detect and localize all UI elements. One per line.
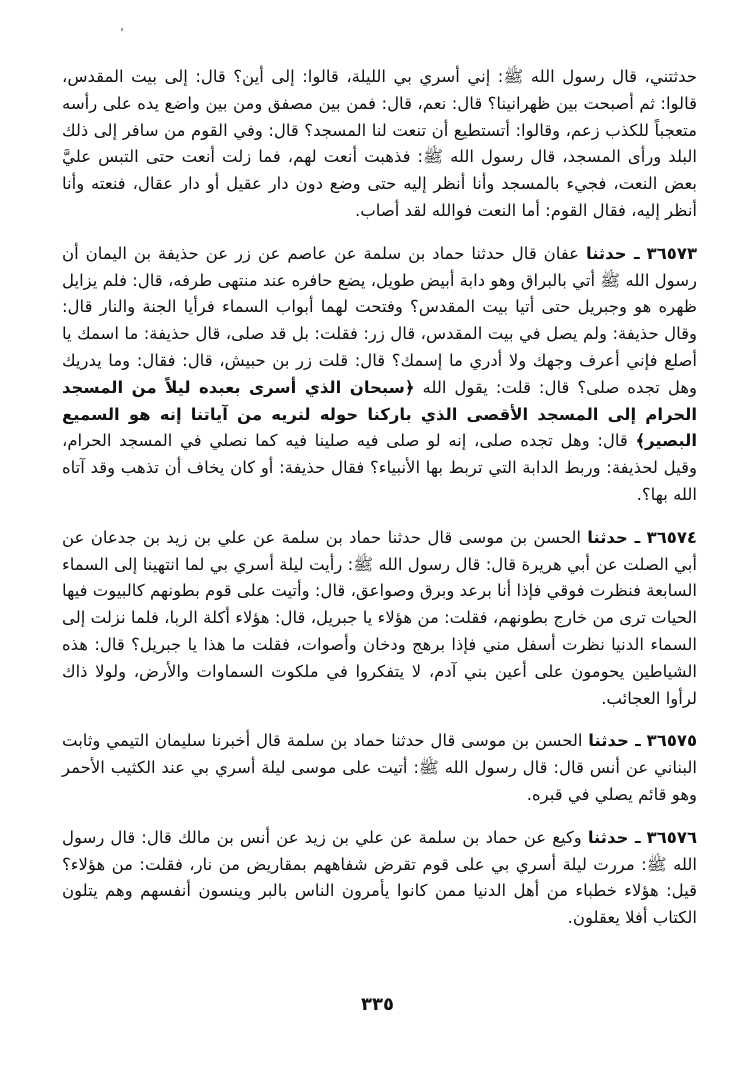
paragraph-text: حدثتني، قال رسول الله ﷺ: إني أسري بي الليلة، قالوا: إلى أين؟ قال: إلى بيت المقدس، قالوا: ثم أصبحت بين ظهرانينا؟ قال: نعم، قال: فمن بين مصفق ومن بين واضع يده على رأسه متعجباً للكذب زعم، وقالوا: أتستطيع أن تنعت لنا المسجد؟ قال: وفي القوم من سافر إلى ذلك البلد ورأى المسجد، قال رسول الله ﷺ: فذهبت أنعت لهم، فما زلت أنعت حتى التبس عليَّ بعض النعت، فجيء بالمسجد وأنا أنظر إليه حتى وضع دون دار عقيل أو دار عقال، فنعته وأنا أنظر إليه، فقال القوم: أما النعت فوالله لقد أصاب. <box>62 67 697 220</box>
hadith-text: عفان قال حدثنا حماد بن سلمة عن عاصم عن زر عن حذيفة بن اليمان أن رسول الله ﷺ أتي بالبراق وهو دابة أبيض طويل، يضع حافره عند منتهى طرفه، قال: فلم يزايل ظهره هو وجبريل حتى أتيا بيت المقدس؟ وفتحت لهما أبواب السماء فرأيا الجنة والنار قال: وقال حذيفة: ولم يصل في بيت المقدس، قال زر: فقلت: بل قد صلى، قال حذيفة: ما اسمك يا أصلع فإني أعرف وجهك ولا أدري ما إسمك؟ قال: قلت زر بن حبيش، قال: فقال: وما يدريك وهل تجده صلى؟ قال: قلت: يقول الله <box>62 243 697 397</box>
hadith-text: وكيع عن حماد بن سلمة عن علي بن زيد عن أنس بن مالك قال: قال رسول الله ﷺ: مررت ليلة أسري بي على قوم تقرض شفاههم بمقاريض من نار، فقلت: من هؤلاء؟ قيل: هؤلاء خطباء من أهل الدنيا ممن كانوا يأمرون الناس بالبر وينسون أنفسهم وهم يتلون الكتاب أفلا يعقلون. <box>62 827 697 928</box>
hadith-number: ٣٦٥٧٤ <box>646 527 697 547</box>
page-body <box>62 64 697 932</box>
hadith-text: الحسن بن موسى قال حدثنا حماد بن سلمة عن علي بن زيد بن جدعان عن أبي الصلت عن أبي هريرة قال: قال رسول الله ﷺ: رأيت ليلة أسري بي لما انتهينا إلى السماء السابعة فنظرت فوقي فإذا أنا برعد وبرق وصواعق، قال: وأتيت على قوم بطونهم كالبيوت فيها الحيات ترى من خارج بطونهم، فقلت: من هؤلاء يا جبريل، قال: هؤلاء أكلة الربا، فلما نزلت إلى السماء الدنيا نظرت أسفل مني فإذا برهج ودخان وأصوات، فقلت ما هذا يا جبريل؟ قال: هذه الشياطين يحومون على أعين بني آدم، لا يتفكروا في ملكوت السماوات والأرض، ولولا ذاك لرأوا العجائب. <box>62 527 697 708</box>
hadith-chain-start: ـ حدثنا <box>588 731 641 751</box>
hadith-36576 <box>62 825 697 932</box>
hadith-number: ٣٦٥٧٣ <box>646 243 698 263</box>
hadith-36575 <box>62 728 697 808</box>
paragraph-continuation <box>62 64 697 225</box>
hadith-text: الحسن بن موسى قال حدثنا حماد بن سلمة قال أخبرنا سليمان التيمي وثابت البناني عن أنس قال: قال رسول الله ﷺ: أتيت على موسى ليلة أسري بي عند الكثيب الأحمر وهو قائم يصلي في قبره. <box>62 731 697 804</box>
hadith-number: ٣٦٥٧٦ <box>646 827 698 847</box>
quran-verse: ﴿سبحان الذي أسرى بعبده ليلاً من المسجد الحرام إلى المسجد الأقصى الذي باركنا حوله لنريه من آياتنا إنه هو السميع البصير﴾ <box>62 377 697 451</box>
hadith-36573 <box>62 241 697 509</box>
page-number: ٣٣٥ <box>361 994 394 1015</box>
hadith-chain-start: ـ حدثنا <box>587 827 641 847</box>
hadith-chain-start: ـ حدثنا <box>587 527 641 547</box>
scan-speck <box>121 28 123 31</box>
hadith-36574 <box>62 525 697 713</box>
hadith-text: قال: وهل تجده صلى، إنه لو صلى فيه صلينا فيه كما نصلي في المسجد الحرام، وقيل لحذيفة: وربط الدابة التي تربط بها الأنبياء؟ فقال حذيفة: أو كان يخاف أن تذهب وقد آتاه الله بها؟. <box>62 431 697 504</box>
hadith-number: ٣٦٥٧٥ <box>646 731 698 751</box>
hadith-chain-start: ـ حدثنا <box>586 243 640 263</box>
